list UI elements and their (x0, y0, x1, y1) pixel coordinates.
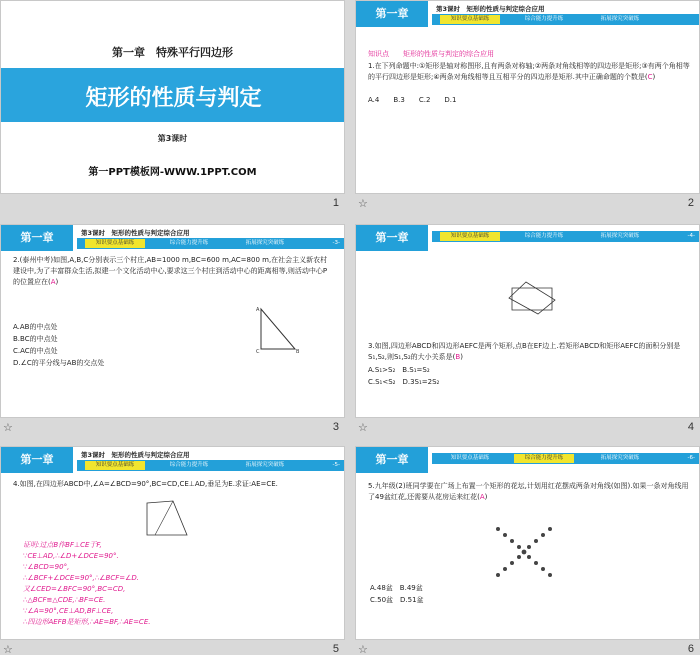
question-text (368, 481, 690, 503)
question-close: ) (652, 73, 656, 81)
svg-text:A: A (256, 307, 260, 313)
section-tabs (432, 14, 700, 25)
lesson-title: 第3课时 矩形的性质与判定综合应用 (81, 451, 190, 459)
tab-comprehensive-practice[interactable]: 综合能力提升练 (169, 240, 209, 246)
lesson-label: 第3课时 (157, 134, 188, 143)
slide-header (356, 225, 700, 251)
section-tabs (77, 460, 345, 471)
tab-basic-practice[interactable]: 知识要点基础练 (85, 239, 145, 248)
transition-star-icon[interactable]: ☆ (358, 197, 368, 210)
page-indicator: -6- (687, 455, 695, 461)
answer-choice: A (50, 278, 56, 286)
tab-basic-practice[interactable]: 知识要点基础练 (450, 455, 490, 461)
slide-5 (0, 446, 345, 640)
transition-star-icon[interactable]: ☆ (3, 643, 13, 655)
title-band (1, 68, 345, 122)
question-stem: 5.九年级(2)班同学要在广场上布置一个矩形的花坛,计划用红花摆成两条对角线(如图).如果一条对角线用了49盆红花,还需要从花房运来红花( (368, 482, 689, 501)
tab-extension-practice[interactable]: 拓展探究突破练 (600, 455, 640, 461)
tab-comprehensive-practice[interactable]: 综合能力提升练 (514, 454, 574, 463)
chapter-badge: 第一章 (356, 1, 428, 27)
options-cd: C.50盆 D.51盆 (370, 596, 424, 604)
answer-choice: A (479, 493, 485, 501)
slide-footer (355, 640, 700, 655)
options-cd: C.S₁<S₂ D.3S₁=2S₂ (368, 378, 440, 386)
slide-header (356, 1, 700, 27)
tab-extension-practice[interactable]: 拓展探究突破练 (600, 16, 640, 22)
page-indicator: -5- (332, 462, 340, 468)
slide-title: 矩形的性质与判定 (85, 86, 262, 111)
tab-comprehensive-practice[interactable]: 综合能力提升练 (524, 16, 564, 22)
question-text (13, 255, 333, 288)
solution-line: ∵∠A=90°,CE⊥AD,BF⊥CE, (23, 607, 114, 615)
question-close: ) (484, 493, 488, 501)
slide-footer (0, 640, 345, 655)
slide-header (1, 447, 345, 473)
tab-comprehensive-practice[interactable]: 综合能力提升练 (169, 462, 209, 468)
solution-line: ∵CE⊥AD,∴∠D+∠DCE=90°. (23, 552, 119, 560)
question-stem: 1.在下列命题中:①矩形是轴对称图形,且有两条对称轴;②两条对角线相等的四边形是矩形;③有两个角相等的平行四边形是矩形;④两条对角线相等且互相平分的四边形是矩形.其中正确命题的个数是( (368, 62, 690, 81)
solution-line: ∴△BCF≌△CDE,∴BF=CE. (23, 596, 106, 604)
tab-basic-practice[interactable]: 知识要点基础练 (85, 461, 145, 470)
solution-line: 证明:过点B作BF⊥CE于F, (23, 541, 102, 549)
slide-footer (0, 194, 345, 214)
slide-footer (355, 418, 700, 438)
page-indicator: -4- (687, 233, 695, 239)
slide-number: 3 (332, 421, 339, 433)
option-a: A.AB的中点处 (13, 323, 58, 331)
lesson-title: 第3课时 矩形的性质与判定综合应用 (436, 5, 545, 13)
option-c: C.AC的中点处 (13, 347, 58, 355)
section-tabs (77, 238, 345, 249)
slide-footer (355, 194, 700, 214)
question-text: 4.如图,在四边形ABCD中,∠A=∠BCD=90°,BC=CD,CE⊥AD,垂足为E.求证:AE=CE. (13, 480, 278, 488)
site-label: 第一PPT模板网-WWW.1PPT.COM (88, 167, 257, 178)
solution-block (23, 540, 333, 628)
chapter-badge: 第一章 (356, 225, 428, 251)
question-text (368, 341, 690, 363)
answer-choice: B (455, 353, 461, 361)
chapter-badge: 第一章 (356, 447, 428, 473)
answer-choice: C (647, 73, 653, 81)
options-ab: A.48盆 B.49盆 (370, 584, 423, 592)
chapter-heading: 第一章 特殊平行四边形 (112, 46, 233, 59)
slide-2 (355, 0, 700, 194)
transition-star-icon[interactable]: ☆ (358, 421, 368, 434)
tab-extension-practice[interactable]: 拓展探究突破练 (245, 462, 285, 468)
option-b: B.BC的中点处 (13, 335, 58, 343)
transition-star-icon[interactable]: ☆ (358, 643, 368, 655)
question-stem: 2.(泰州中考)如图,A,B,C分别表示三个村庄,AB=1000 m,BC=600 m,AC=800 m,在社会主义新农村建设中,为了丰富群众生活,拟建一个文化活动中心,要求这三个村庄到活动中心的距离相等,则活动中心P的位置应在( (13, 256, 328, 286)
chapter-badge: 第一章 (1, 225, 73, 251)
question-text (368, 61, 690, 83)
option-d: D.∠C的平分线与AB的交点处 (13, 359, 105, 367)
section-tabs (432, 453, 700, 464)
chapter-badge: 第一章 (1, 447, 73, 473)
lesson-title: 第3课时 矩形的性质与判定综合应用 (81, 229, 190, 237)
slide-header (1, 225, 345, 251)
tab-basic-practice[interactable]: 知识要点基础练 (440, 15, 500, 24)
flower-x-diagram (494, 525, 554, 579)
slide-header (356, 447, 700, 473)
slide-number: 2 (687, 197, 694, 209)
rectangles-diagram (506, 280, 558, 316)
svg-text:C: C (256, 349, 260, 355)
solution-line: ∵∠BCD=90°, (23, 563, 70, 571)
slide-number: 5 (332, 643, 339, 655)
answer-options: A.4 B.3 C.2 D.1 (368, 96, 457, 104)
page-indicator: -3- (332, 240, 340, 246)
question-close: ) (460, 353, 463, 361)
knowledge-point: 知识点 矩形的性质与判定的综合应用 (368, 50, 494, 58)
solution-line: 又∠CED=∠BFC=90°,BC=CD, (23, 585, 126, 593)
slide-4 (355, 224, 700, 418)
solution-line: ∴四边形AEFB是矩形,∴AE=BF,∴AE=CE. (23, 618, 151, 626)
tab-extension-practice[interactable]: 拓展探究突破练 (600, 233, 640, 239)
slide-number: 6 (687, 643, 694, 655)
options-ab: A.S₁>S₂ B.S₁=S₂ (368, 366, 430, 374)
tab-comprehensive-practice[interactable]: 综合能力提升练 (524, 233, 564, 239)
tab-basic-practice[interactable]: 知识要点基础练 (440, 232, 500, 241)
question-close: ) (55, 278, 59, 286)
svg-text:B: B (296, 349, 300, 355)
slide-footer (0, 418, 345, 438)
quadrilateral-diagram (143, 497, 195, 539)
triangle-diagram (253, 305, 303, 355)
solution-line: ∴∠BCF+∠DCE=90°,∴∠BCF=∠D. (23, 574, 139, 582)
slide-3 (0, 224, 345, 418)
section-tabs (432, 231, 700, 242)
slide-6 (355, 446, 700, 640)
tab-extension-practice[interactable]: 拓展探究突破练 (245, 240, 285, 246)
slide-1 (0, 0, 345, 194)
transition-star-icon[interactable]: ☆ (3, 421, 13, 434)
slide-number: 1 (332, 197, 339, 209)
question-stem: 3.如图,四边形ABCD和四边形AEFC是两个矩形,点B在EF边上.若矩形ABCD和矩形AEFC的面积分别是S₁,S₂,则S₁,S₂的大小关系是( (368, 342, 681, 361)
slide-number: 4 (687, 421, 694, 433)
